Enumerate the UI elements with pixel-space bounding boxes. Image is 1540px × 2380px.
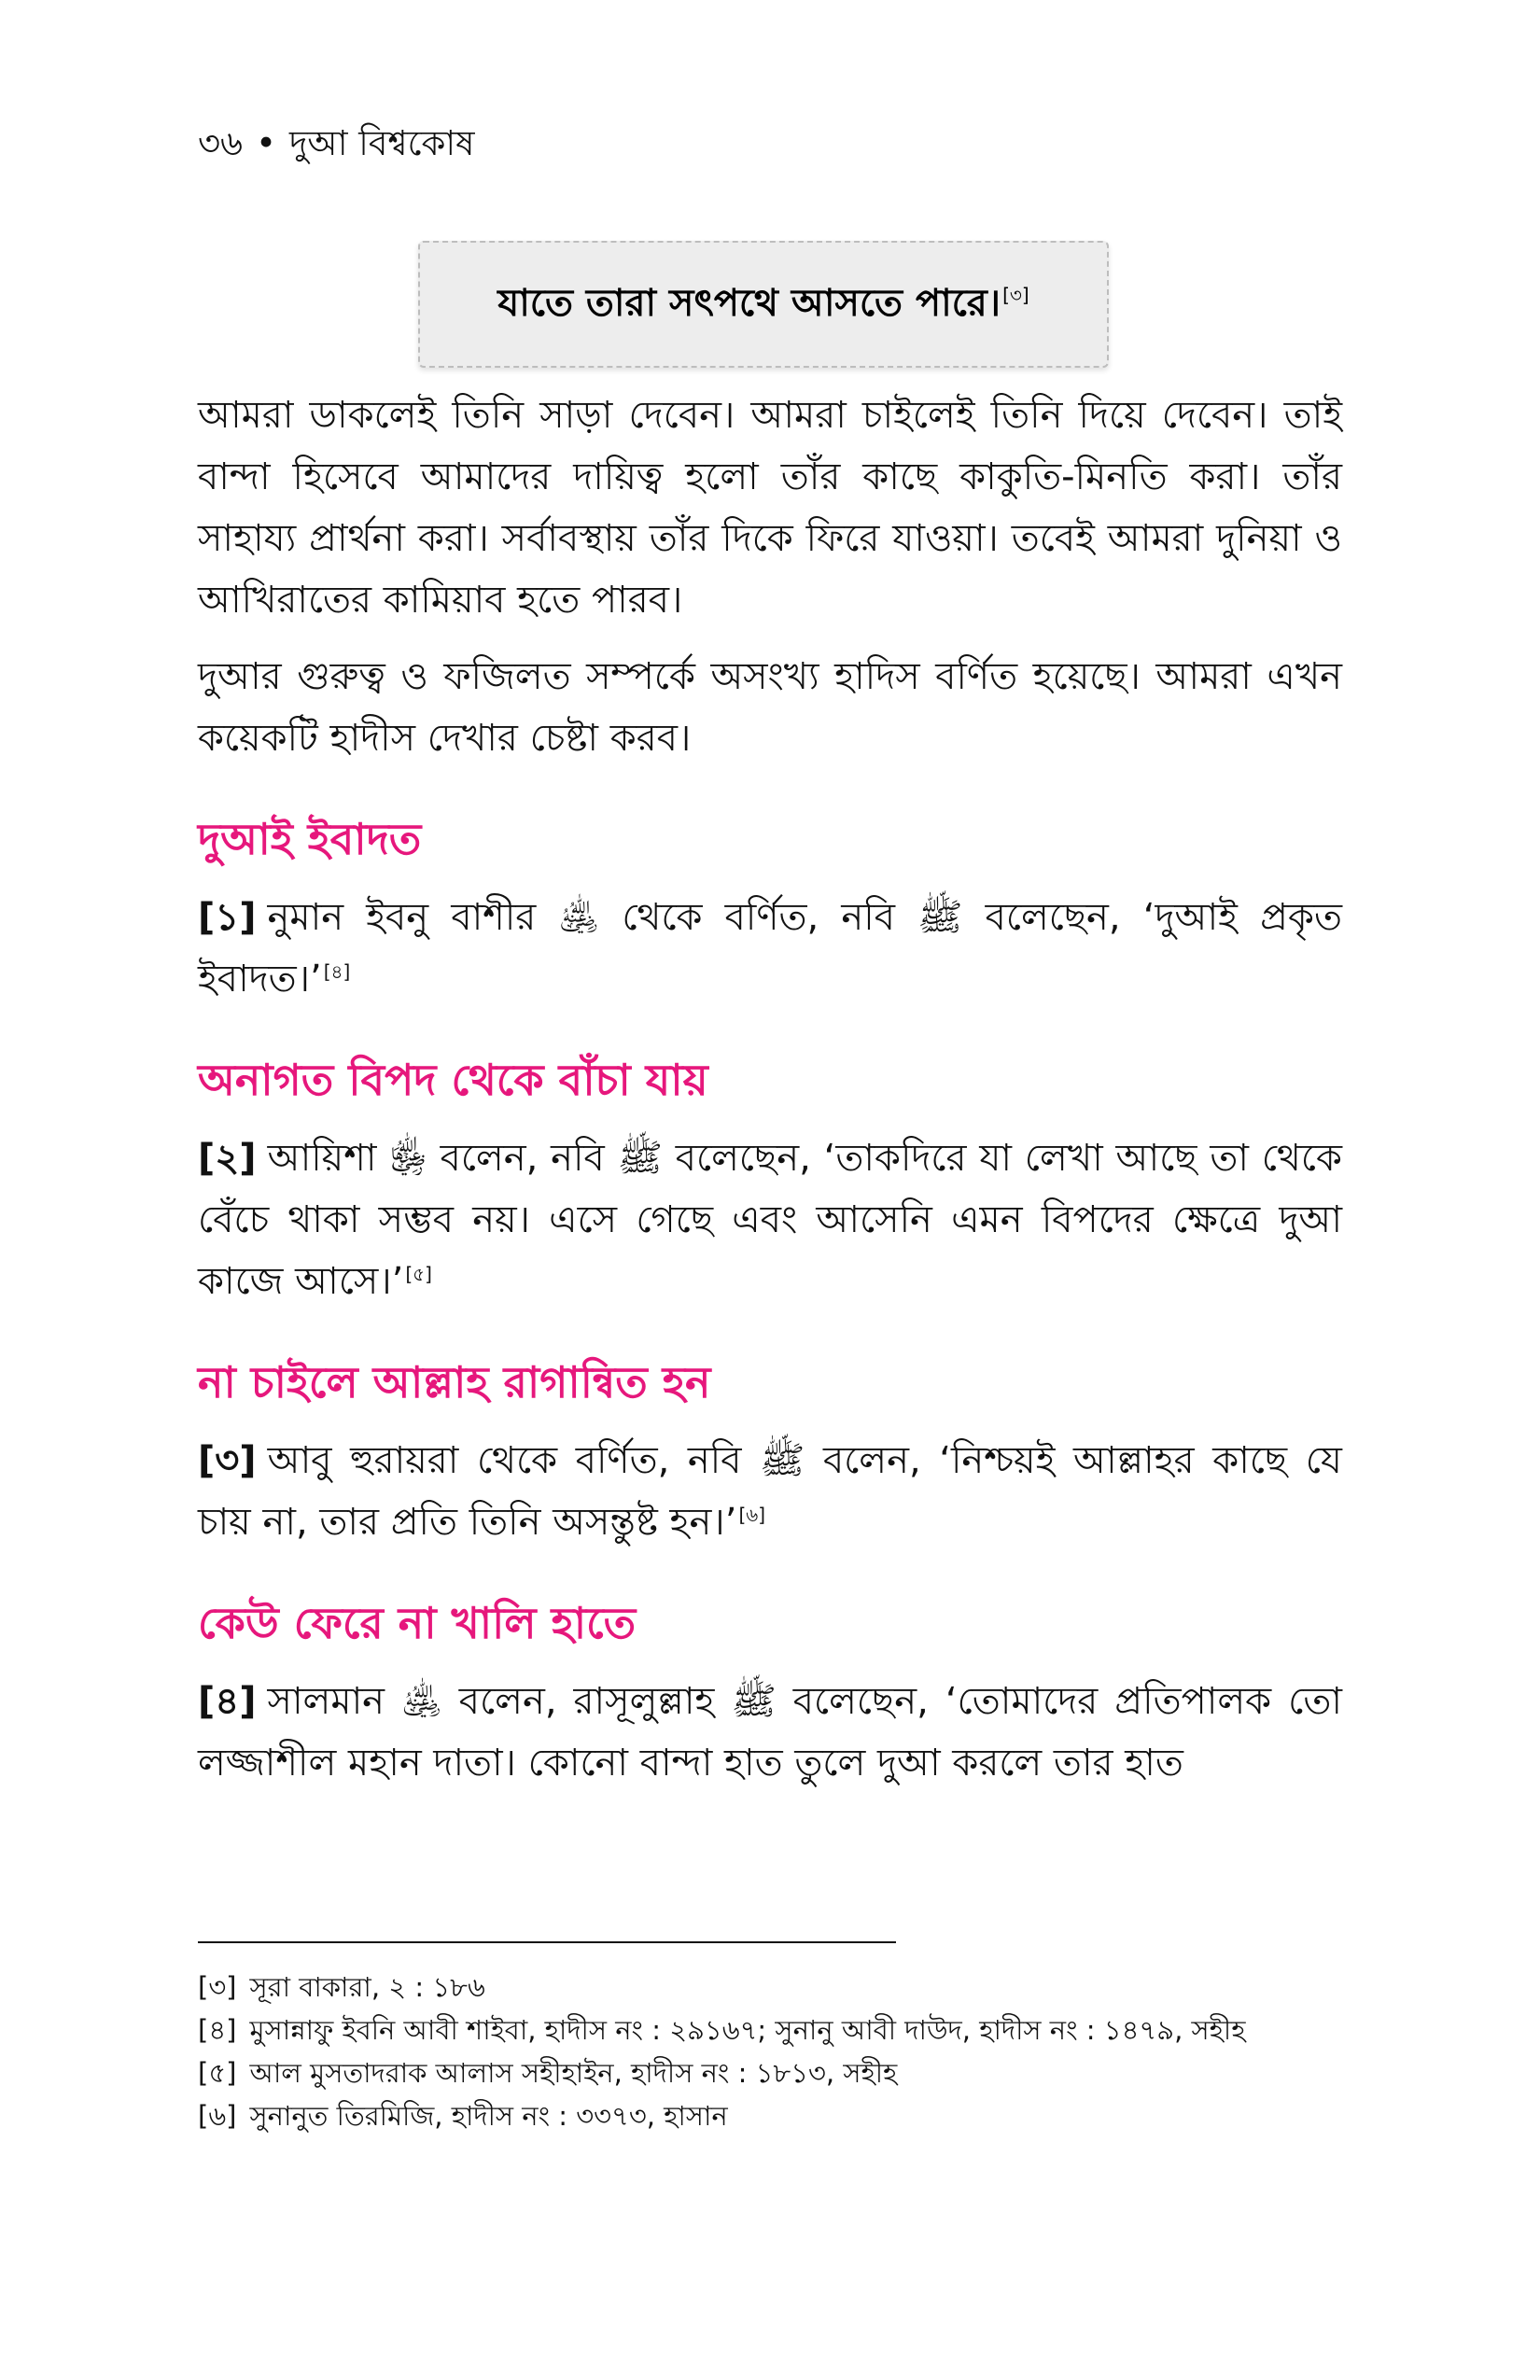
header-bullet: • bbox=[256, 123, 276, 163]
footnote-item bbox=[198, 2094, 1342, 2137]
book-title: দুআ বিশ্বকোষ bbox=[288, 123, 475, 163]
hadith-text: আয়িশা ﵂ বলেন, নবি ﷺ বলেছেন, ‘তাকদিরে যা লেখা আছে তা থেকে বেঁচে থাকা সম্ভব নয়। এসে গেছে এবং আসেনি এমন বিপদের ক্ষেত্রে দুআ কাজে আসে।’ bbox=[198, 1137, 1342, 1303]
hadith-paragraph bbox=[198, 1430, 1342, 1553]
hadith-number: [৪] bbox=[198, 1680, 257, 1723]
footnote-number: [৪] bbox=[198, 2014, 237, 2046]
intro-paragraph: দুআর গুরুত্ব ও ফজিলত সম্পর্কে অসংখ্য হাদিস বর্ণিত হয়েছে। আমরা এখন কয়েকটি হাদীস দেখার চেষ্টা করব। bbox=[198, 655, 1342, 760]
footnote-ref: [৫] bbox=[405, 1262, 432, 1285]
hadith-text: আবু হুরায়রা থেকে বর্ণিত, নবি ﷺ বলেন, ‘নিশ্চয়ই আল্লাহর কাছে যে চায় না, তার প্রতি তিনি অসন্তুষ্ট হন।’ bbox=[198, 1439, 1342, 1544]
verse-quote-body: যাতে তারা সৎপথে আসতে পারে। bbox=[497, 281, 1001, 325]
footnote-item bbox=[198, 2009, 1342, 2051]
hadith-paragraph bbox=[198, 887, 1342, 1010]
intro-paragraph: আমরা ডাকলেই তিনি সাড়া দেবেন। আমরা চাইলেই তিনি দিয়ে দেবেন। তাই বান্দা হিসেবে আমাদের দায়িত্ব হলো তাঁর কাছে কাকুতি-মিনতি করা। তাঁর সাহায্য প্রার্থনা করা। সর্বাবস্থায় তাঁর দিকে ফিরে যাওয়া। তবেই আমরা দুনিয়া ও আখিরাতের কামিয়াব হতে পারব। bbox=[198, 394, 1342, 622]
footnote-number: [৩] bbox=[198, 1971, 237, 2003]
footnote-text: মুসান্নাফু ইবনি আবী শাইবা, হাদীস নং : ২৯১৬৭; সুনানু আবী দাউদ, হাদীস নং : ১৪৭৯, সহীহ bbox=[249, 2014, 1246, 2046]
section-heading: অনাগত বিপদ থেকে বাঁচা যায় bbox=[198, 1055, 708, 1105]
hadith-number: [২] bbox=[198, 1137, 257, 1180]
hadith-number: [৩] bbox=[198, 1439, 257, 1482]
footnote-number: [৫] bbox=[198, 2057, 237, 2089]
page-header bbox=[198, 123, 475, 164]
footnote-number: [৬] bbox=[198, 2100, 237, 2132]
main-content bbox=[198, 385, 1342, 1809]
footnote-text: সূরা বাকারা, ২ : ১৮৬ bbox=[249, 1971, 485, 2003]
section-heading: না চাইলে আল্লাহ রাগান্বিত হন bbox=[198, 1357, 711, 1407]
footnote-ref: [৩] bbox=[1002, 284, 1029, 307]
verse-quote-box bbox=[418, 241, 1109, 368]
hadith-text: নুমান ইবনু বাশীর ﵁ থেকে বর্ণিত, নবি ﷺ বলেছেন, ‘দুআই প্রকৃত ইবাদত।’ bbox=[198, 896, 1342, 1001]
footnote-text: সুনানুত তিরমিজি, হাদীস নং : ৩৩৭৩, হাসান bbox=[249, 2100, 728, 2132]
hadith-number: [১] bbox=[198, 896, 257, 939]
footnote-item bbox=[198, 1966, 1342, 2009]
footnote-divider bbox=[198, 1941, 896, 1943]
section-heading: দুআই ইবাদত bbox=[198, 814, 422, 864]
section-heading: কেউ ফেরে না খালি হাতে bbox=[198, 1598, 637, 1648]
page-number: ৩৬ bbox=[198, 123, 244, 163]
footnote-text: আল মুসতাদরাক আলাস সহীহাইন, হাদীস নং : ১৮১৩, সহীহ bbox=[249, 2057, 898, 2089]
footnotes bbox=[198, 1941, 1342, 2137]
hadith-paragraph bbox=[198, 1127, 1342, 1312]
footnote-ref: [৪] bbox=[323, 959, 351, 983]
footnote-item bbox=[198, 2051, 1342, 2094]
verse-quote-text bbox=[497, 273, 1029, 336]
hadith-text: সালমান ﵁ বলেন, রাসূলুল্লাহ ﷺ বলেছেন, ‘তোমাদের প্রতিপালক তো লজ্জাশীল মহান দাতা। কোনো বান্দা হাত তুলে দুআ করলে তার হাত bbox=[198, 1680, 1342, 1785]
footnote-ref: [৬] bbox=[738, 1503, 766, 1526]
hadith-paragraph bbox=[198, 1671, 1342, 1794]
